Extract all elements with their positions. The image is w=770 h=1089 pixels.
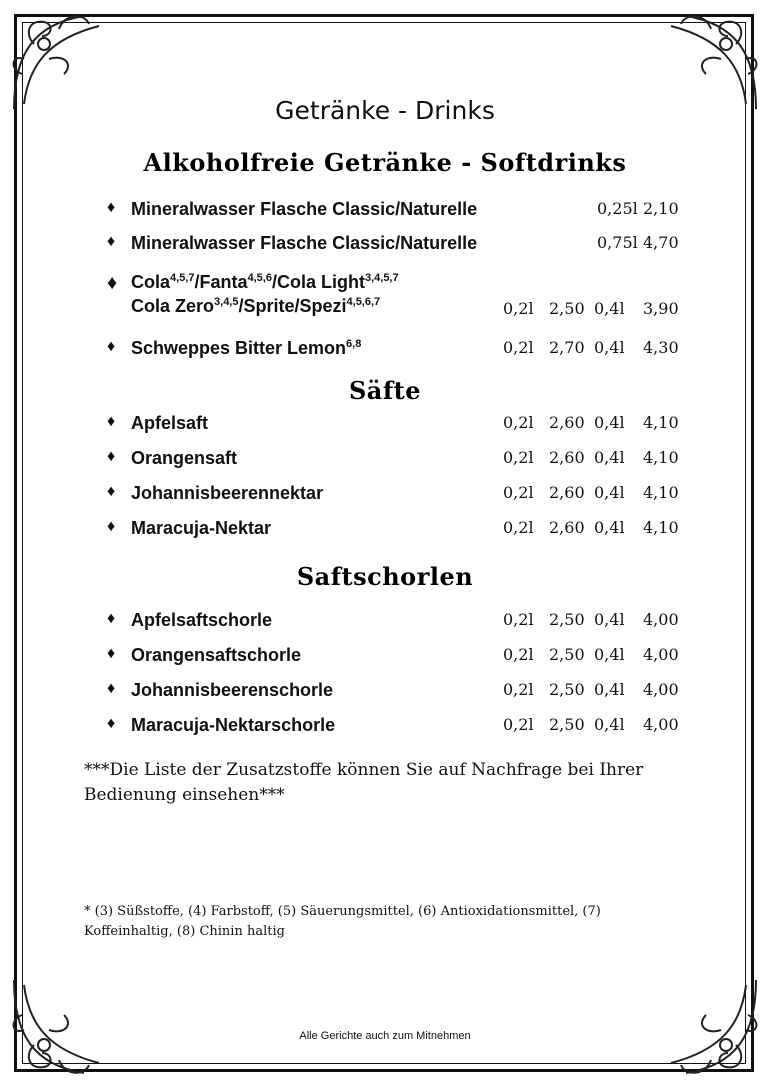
item-price-small: 2,60 <box>549 518 585 537</box>
item-size-large: 0,4l <box>594 680 625 699</box>
item-price-large: 4,10 <box>643 483 679 502</box>
item-price-small: 2,50 <box>549 299 585 318</box>
additives-footnote: * (3) Süßstoffe, (4) Farbstoff, (5) Säuerungsmittel, (6) Antioxidationsmittel, (7) Koffeinhaltig, (8) Chinin haltig <box>84 904 601 939</box>
item-name: Mineralwasser Flasche Classic/Naturelle <box>131 233 478 253</box>
item-price-large: 4,10 <box>643 448 679 467</box>
diamond-bullet-icon: ♦ <box>107 610 116 627</box>
item-name: Orangensaftschorle <box>131 645 302 665</box>
item-name: Johannisbeerennektar <box>131 483 324 503</box>
menu-item <box>0 483 770 511</box>
takeaway-notice: Alle Gerichte auch zum Mitnehmen <box>299 1030 471 1042</box>
ornament-corner-bottom-left <box>4 970 119 1085</box>
item-name: Maracuja-Nektarschorle <box>131 715 336 735</box>
item-size-small: 0,2l <box>503 299 534 318</box>
page-title: Getränke - Drinks <box>275 96 495 125</box>
menu-item <box>0 518 770 546</box>
diamond-bullet-icon: ♦ <box>107 199 116 216</box>
diamond-bullet-icon: ♦ <box>107 645 116 662</box>
item-size: 0,25l <box>597 199 638 218</box>
item-price-small: 2,50 <box>549 715 585 734</box>
item-size: 0,75l <box>597 233 638 252</box>
item-price-small: 2,50 <box>549 610 585 629</box>
item-size-small: 0,2l <box>503 645 534 664</box>
item-name: Johannisbeerenschorle <box>131 680 334 700</box>
item-size-large: 0,4l <box>594 338 625 357</box>
item-price-small: 2,60 <box>549 448 585 467</box>
section-title-saftschorlen: Saftschorlen <box>296 562 474 591</box>
item-name: Orangensaft <box>131 448 238 468</box>
item-price: 2,10 <box>643 199 679 218</box>
menu-item <box>0 715 770 743</box>
item-size-large: 0,4l <box>594 448 625 467</box>
item-price-large: 4,00 <box>643 680 679 699</box>
menu-item-cola-group <box>0 272 770 322</box>
menu-item <box>0 413 770 441</box>
item-size-large: 0,4l <box>594 413 625 432</box>
item-price-large: 4,00 <box>643 715 679 734</box>
menu-item <box>0 610 770 638</box>
diamond-bullet-icon: ♦ <box>107 680 116 697</box>
diamond-bullet-icon: ♦ <box>107 338 116 355</box>
item-name-line-2: Cola Zero$^{3,4,5}$/Sprite/Spezi$^{4,5,6,7}$ <box>131 296 381 316</box>
section-title-softdrinks: Alkoholfreie Getränke - Softdrinks <box>143 148 627 177</box>
ornament-corner-bottom-right <box>651 970 766 1085</box>
diamond-bullet-icon: ♦ <box>107 272 118 294</box>
item-name: Apfelsaft <box>131 413 209 433</box>
item-price-large: 3,90 <box>643 299 679 318</box>
item-price-large: 4,10 <box>643 518 679 537</box>
item-size-small: 0,2l <box>503 610 534 629</box>
menu-item <box>0 680 770 708</box>
item-price-small: 2,50 <box>549 645 585 664</box>
item-size-small: 0,2l <box>503 413 534 432</box>
item-name: Apfelsaftschorle <box>131 610 273 630</box>
item-size-small: 0,2l <box>503 338 534 357</box>
item-price-small: 2,60 <box>549 413 585 432</box>
item-size-large: 0,4l <box>594 645 625 664</box>
menu-item <box>0 448 770 476</box>
item-name-line-1: Cola$^{4,5,7}$/Fanta$^{4,5,6}$/Cola Light$^{3,4,5,7}$ <box>131 272 399 292</box>
diamond-bullet-icon: ♦ <box>107 483 116 500</box>
item-name: Maracuja-Nektar <box>131 518 272 538</box>
item-price-large: 4,10 <box>643 413 679 432</box>
diamond-bullet-icon: ♦ <box>107 233 116 250</box>
item-price-large: 4,30 <box>643 338 679 357</box>
item-size-small: 0,2l <box>503 680 534 699</box>
diamond-bullet-icon: ♦ <box>107 715 116 732</box>
item-price: 4,70 <box>643 233 679 252</box>
menu-item <box>0 199 770 227</box>
diamond-bullet-icon: ♦ <box>107 413 116 430</box>
item-price-large: 4,00 <box>643 610 679 629</box>
item-size-small: 0,2l <box>503 448 534 467</box>
menu-item <box>0 233 770 261</box>
item-size-small: 0,2l <box>503 483 534 502</box>
item-size-large: 0,4l <box>594 715 625 734</box>
item-price-small: 2,50 <box>549 680 585 699</box>
item-size-large: 0,4l <box>594 483 625 502</box>
item-size-large: 0,4l <box>594 610 625 629</box>
menu-item <box>0 338 770 366</box>
item-name: Schweppes Bitter Lemon$^{6,8}$ <box>131 338 362 358</box>
item-price-small: 2,70 <box>549 338 585 357</box>
diamond-bullet-icon: ♦ <box>107 518 116 535</box>
menu-item <box>0 645 770 673</box>
item-price-large: 4,00 <box>643 645 679 664</box>
item-size-small: 0,2l <box>503 518 534 537</box>
item-price-small: 2,60 <box>549 483 585 502</box>
diamond-bullet-icon: ♦ <box>107 448 116 465</box>
additives-note: ***Die Liste der Zusatzstoffe können Sie auf Nachfrage bei Ihrer Bedienung einsehen*** <box>84 760 644 805</box>
section-title-saefte: Säfte <box>348 376 422 405</box>
item-size-large: 0,4l <box>594 518 625 537</box>
item-size-large: 0,4l <box>594 299 625 318</box>
item-size-small: 0,2l <box>503 715 534 734</box>
item-name: Mineralwasser Flasche Classic/Naturelle <box>131 199 478 219</box>
